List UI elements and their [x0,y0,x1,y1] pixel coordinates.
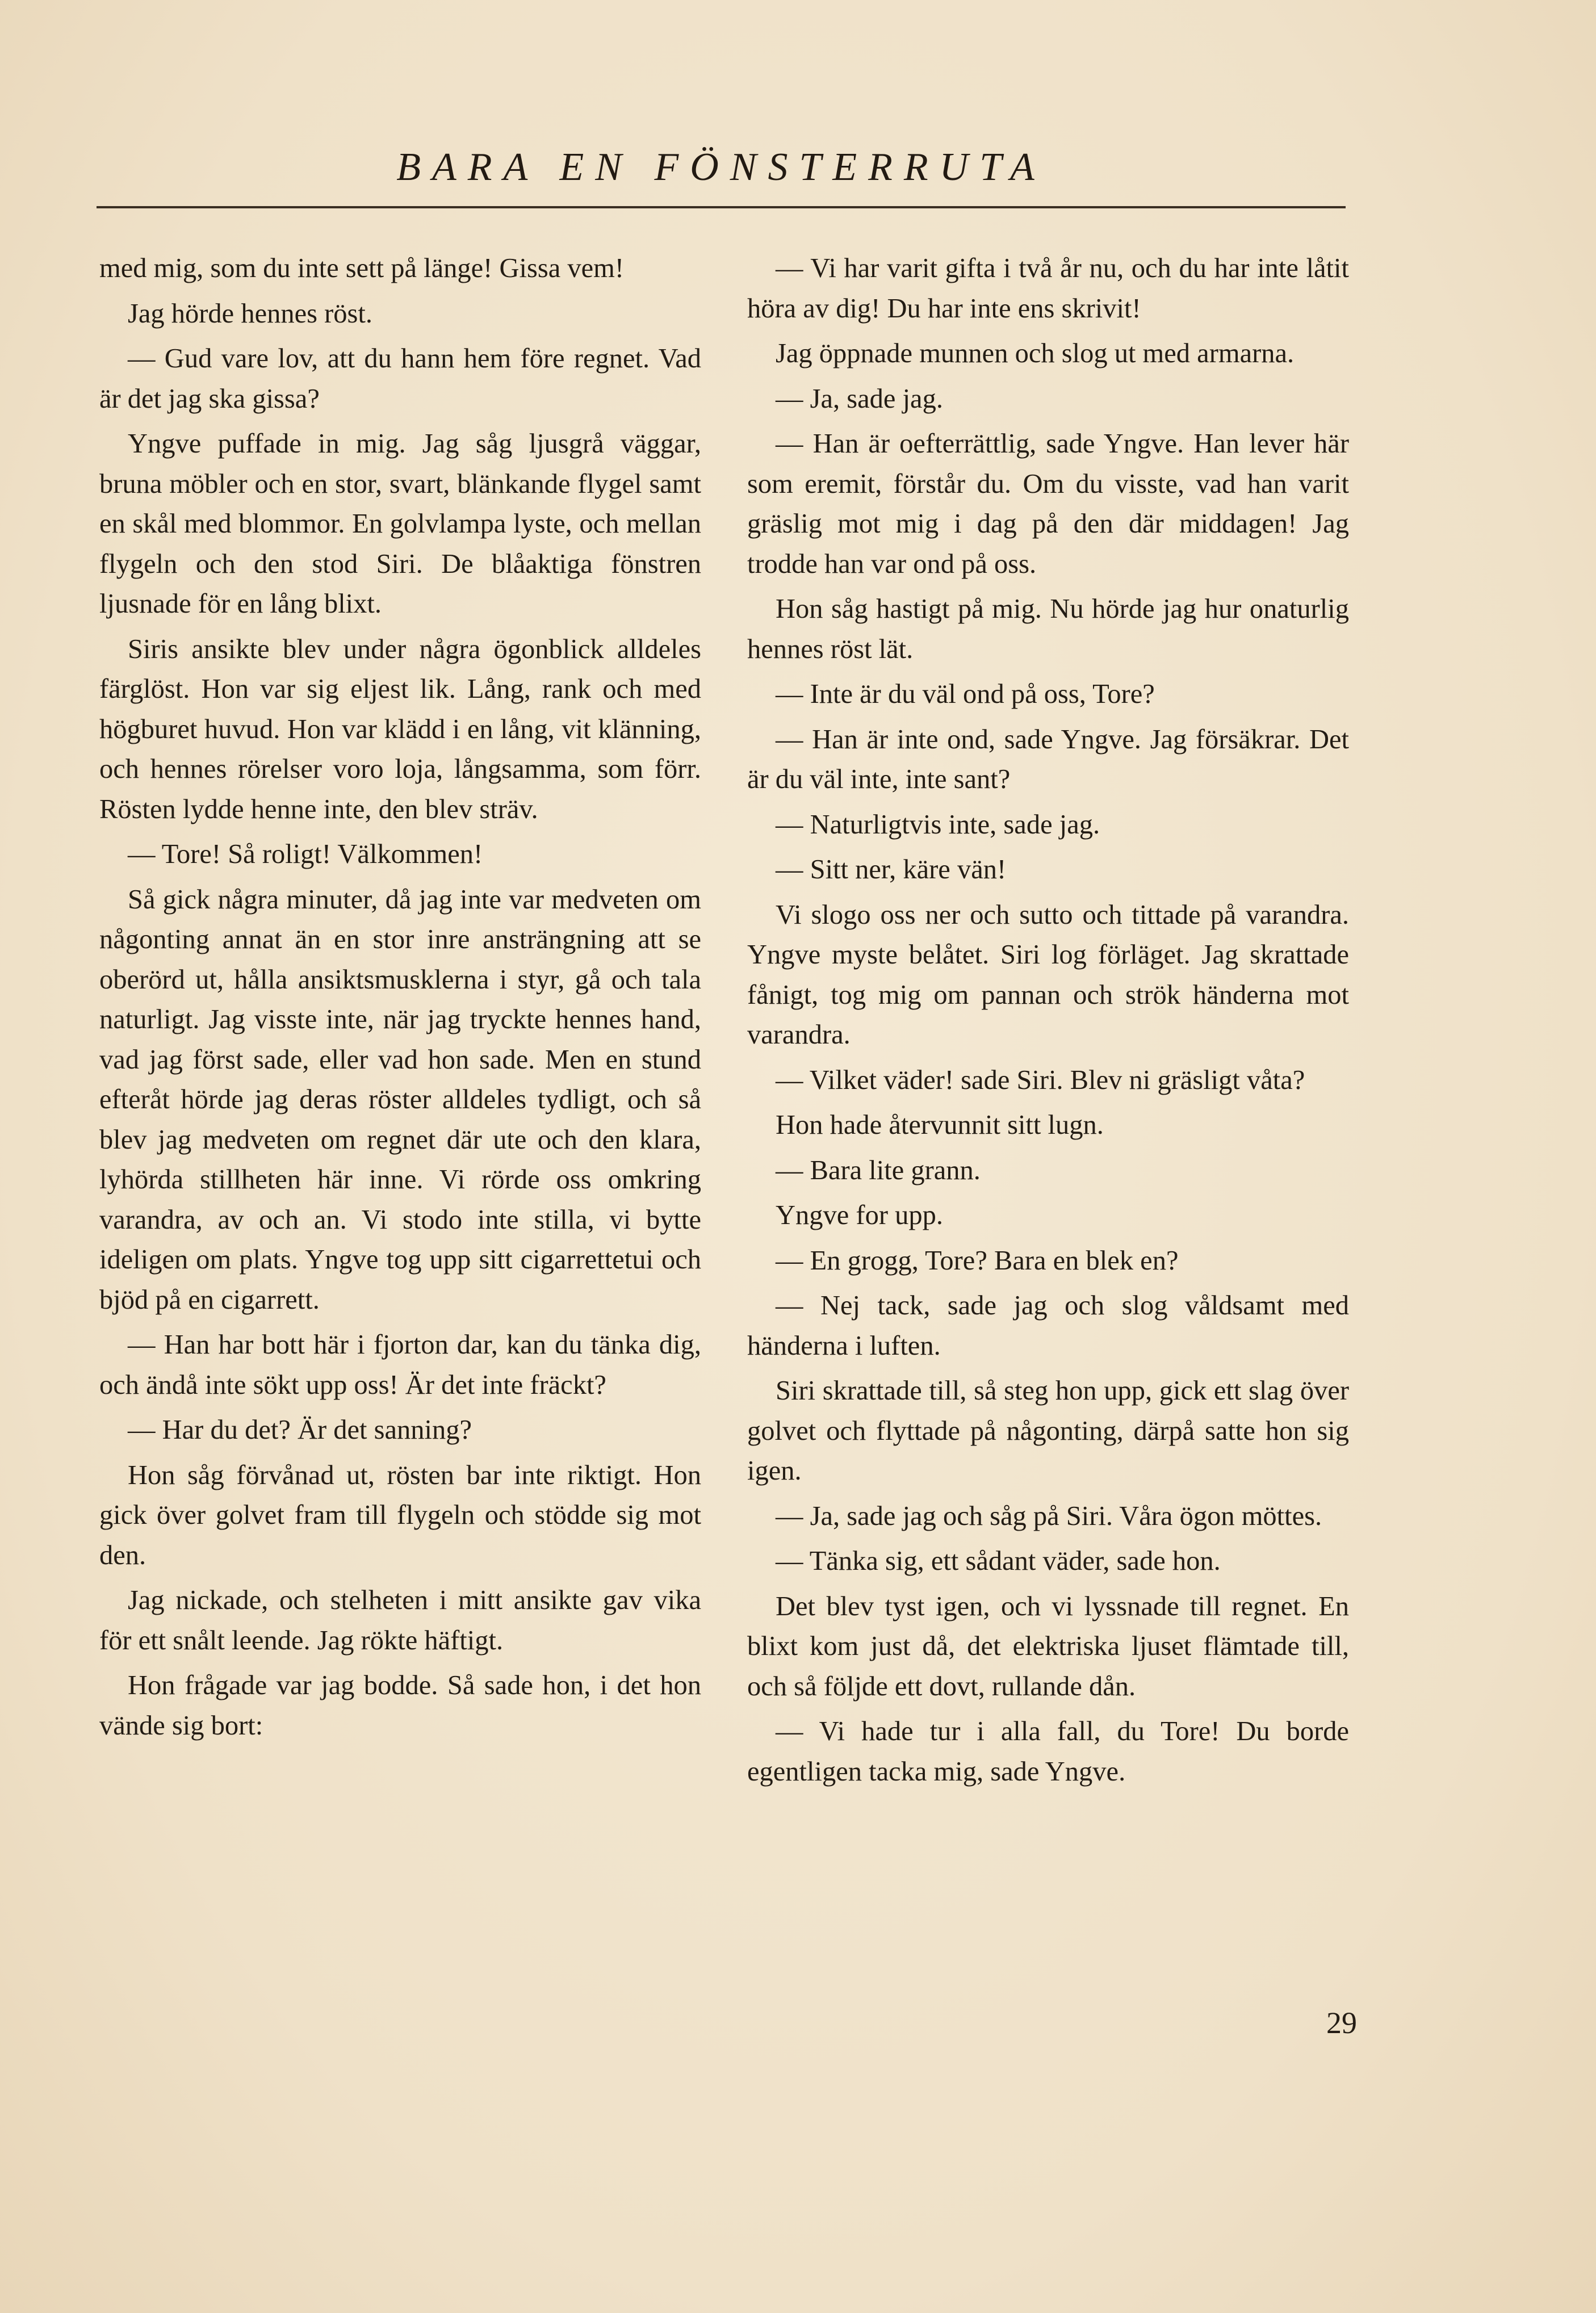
paragraph: — Har du det? Är det sanning? [128,1415,472,1445]
left-text-column [99,249,701,1751]
paragraph: Jag hörde hennes röst. [128,298,373,329]
paragraph: — Bara lite grann. [776,1155,981,1185]
paragraph: med mig, som du inte sett på länge! Gissa vem! [99,253,625,283]
paragraph: Jag nickade, och stelheten i mitt ansikte gav vika för ett snålt leende. Jag rökte häftigt. [99,1585,701,1656]
paragraph: Yngve for upp. [776,1200,943,1230]
paragraph: — Vi har varit gifta i två år nu, och du har inte låtit höra av dig! Du har inte ens skrivit! [747,253,1349,324]
paragraph: — Vi hade tur i alla fall, du Tore! Du borde egentligen tacka mig, sade Yngve. [747,1716,1349,1787]
paragraph: Hon hade återvunnit sitt lugn. [776,1110,1104,1140]
paragraph: Så gick några minuter, då jag inte var medveten om någonting annat än en stor inre ansträngning att se oberörd ut, hålla ansiktsmusklerna i styr, gå och tala naturligt. Jag visste inte, när jag tryckte hennes hand, vad jag först sade, eller vad hon sade. Men en stund efteråt hörde jag deras röster alldeles tydligt, och så blev jag medveten om regnet där ute och den klara, lyhörda stillheten här inne. Vi rörde oss omkring varandra, av och an. Vi stodo inte stilla, vi bytte ideligen om plats. Yngve tog upp sitt cigarrettetui och bjöd på en cigarrett. [99,884,701,1315]
paragraph: Vi slogo oss ner och sutto och tittade på varandra. Yngve myste belåtet. Siri log förläget. Jag skrattade fånigt, tog mig om pannan och strök händerna mot varandra. [747,899,1349,1050]
paragraph: — Tore! Så roligt! Välkommen! [128,839,483,869]
paragraph: — Naturligtvis inte, sade jag. [776,809,1100,840]
paragraph: — En grogg, Tore? Bara en blek en? [776,1245,1179,1276]
paragraph: Hon såg förvånad ut, rösten bar inte riktigt. Hon gick över golvet fram till flygeln och stödde sig mot den. [99,1460,701,1570]
right-text-column [747,249,1349,1797]
header-rule [97,206,1346,208]
paragraph: — Han är oefterrättlig, sade Yngve. Han lever här som eremit, förstår du. Om du visste, vad han varit gräslig mot mig i dag på den där middagen! Jag trodde han var ond på oss. [747,429,1349,579]
page-number: 29 [1326,2006,1357,2040]
paragraph: Siri skrattade till, så steg hon upp, gick ett slag över golvet och flyttade på någonting, därpå satte hon sig igen. [747,1376,1349,1486]
paragraph: — Ja, sade jag och såg på Siri. Våra ögon möttes. [776,1501,1322,1531]
paragraph: — Tänka sig, ett sådant väder, sade hon. [776,1546,1221,1576]
paragraph: — Han är inte ond, sade Yngve. Jag försäkrar. Det är du väl inte, inte sant? [747,724,1349,794]
paragraph: — Ja, sade jag. [776,383,943,414]
paragraph: Siris ansikte blev under några ögonblick alldeles färglöst. Hon var sig eljest lik. Lång, rank och med högburet huvud. Hon var klädd i en lång, vit klänning, och hennes rörelser voro loja, långsamma, som förr. Rösten lydde henne inte, den blev sträv. [99,634,701,824]
paragraph: — Gud vare lov, att du hann hem före regnet. Vad är det jag ska gissa? [99,343,701,414]
paragraph: Det blev tyst igen, och vi lyssnade till regnet. En blixt kom just då, det elektriska ljuset flämtade till, och så följde ett dovt, rullande dån. [747,1591,1349,1702]
paragraph: — Inte är du väl ond på oss, Tore? [776,679,1155,709]
paragraph: Yngve puffade in mig. Jag såg ljusgrå väggar, bruna möbler och en stor, svart, blänkande flygel samt en skål med blommor. En golvlampa lyste, och mellan flygeln och den stod Siri. De blåaktiga fönstren ljusnade för en lång blixt. [99,429,701,619]
paragraph: — Nej tack, sade jag och slog våldsamt med händerna i luften. [747,1290,1349,1361]
paragraph: — Sitt ner, käre vän! [776,854,1007,885]
running-head-title: BARA EN FÖNSTERRUTA [396,145,1046,189]
paragraph: — Han har bott här i fjorton dar, kan du tänka dig, och ändå inte sökt upp oss! Är det inte fräckt? [99,1330,701,1400]
paragraph: Hon frågade var jag bodde. Så sade hon, i det hon vände sig bort: [99,1670,701,1741]
paragraph: Jag öppnade munnen och slog ut med armarna. [776,338,1295,368]
paragraph: — Vilket väder! sade Siri. Blev ni gräsligt våta? [776,1065,1305,1095]
paragraph: Hon såg hastigt på mig. Nu hörde jag hur onaturlig hennes röst lät. [747,594,1349,664]
